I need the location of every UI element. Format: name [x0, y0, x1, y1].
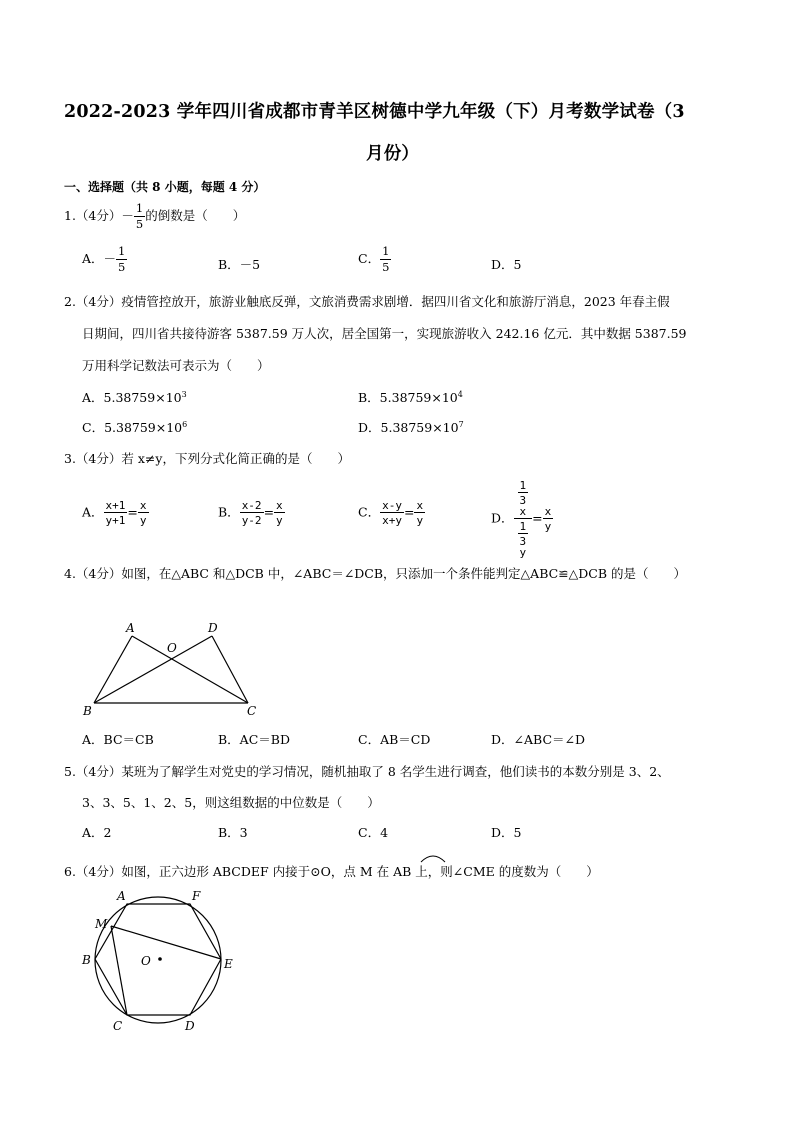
q6-label-d: D	[185, 1019, 195, 1033]
page-title-line1: 2022-2023 学年四川省成都市青羊区树德中学九年级（下）月考数学试卷（3	[64, 102, 685, 122]
question-5-line1: 5.（4分）某班为了解学生对党史的学习情况，随机抽取了 8 名学生进行调查，他们读书的本数分别是 3、2、	[64, 764, 670, 779]
question-3: 3.（4分）若 x≠y，下列分式化简正确的是（ ）	[64, 451, 350, 466]
q6-center-dot	[158, 957, 162, 961]
question-6: 6.（4分）如图，正六边形 ABCDEF 内接于⊙O，点 M 在 AB 上，则∠CME 的度数为（ ）	[64, 864, 599, 879]
q6-segment-me	[111, 926, 221, 959]
q1-suffix: 的倒数是（ ）	[145, 208, 246, 223]
q1-option-d[interactable]: D．5	[491, 257, 522, 272]
question-2-line2: 日期间，四川省共接待游客 5387.59 万人次，居全国第一，实现旅游收入 242.16 亿元．其中数据 5387.59	[82, 326, 687, 341]
q4-option-a[interactable]: A．BC＝CB	[82, 732, 154, 747]
question-2-line3: 万用科学记数法可表示为（ ）	[82, 358, 270, 373]
q3-option-d[interactable]: D． 1 3 x 1 3 y = $\frac{x}{y}$	[491, 479, 552, 559]
q6-hexagon	[95, 904, 221, 1015]
q1-fraction: － $\frac{1}{5}$	[121, 201, 144, 231]
q6-label-o: O	[141, 954, 151, 968]
q6-figure	[78, 888, 248, 1038]
q6-label-e: E	[224, 957, 233, 971]
question-1	[64, 203, 245, 230]
q6-circle-o	[95, 897, 221, 1023]
q6-label-b: B	[82, 953, 91, 967]
q6-label-c: C	[113, 1019, 123, 1033]
q1-prefix: 1.（4分）	[64, 208, 122, 223]
q4-label-o: O	[167, 641, 177, 655]
q4-label-d: D	[208, 621, 218, 635]
q5-option-b[interactable]: B．3	[218, 825, 248, 840]
q4-option-c[interactable]: C．AB＝CD	[358, 732, 431, 747]
q4-segment-ab	[94, 636, 132, 703]
question-5-line2: 3、3、5、1、2、5，则这组数据的中位数是（ ）	[82, 795, 380, 810]
page-title-line2: 月份）	[366, 144, 420, 164]
q1-option-a[interactable]: A．－ $\frac{1}{5}$	[82, 244, 126, 274]
q5-option-c[interactable]: C．4	[358, 825, 389, 840]
q1-option-b[interactable]: B．－5	[218, 257, 261, 272]
q4-segment-bd	[94, 636, 212, 703]
q6-label-m: M	[95, 917, 108, 931]
q5-option-d[interactable]: D．5	[491, 825, 522, 840]
q3-option-b[interactable]: B． $\frac{x-2}{y-2}$ = $\frac{x}{y}$	[218, 499, 283, 527]
q2-option-b[interactable]: B．$5.38759\times 10^4$	[358, 389, 463, 405]
q6-label-a: A	[117, 889, 126, 903]
section-header: 一、选择题（共 8 小题，每题 4 分）	[64, 180, 266, 194]
q1-option-c[interactable]: C． $\frac{1}{5}$	[358, 244, 390, 274]
question-2-line1: 2.（4分）疫情管控放开，旅游业触底反弹，文旅消费需求剧增．据四川省文化和旅游厅消息，2023 年春主假	[64, 294, 670, 309]
q5-option-a[interactable]: A．2	[82, 825, 112, 840]
q4-option-b[interactable]: B．AC＝BD	[218, 732, 290, 747]
q3-option-c[interactable]: C． $\frac{x-y}{x+y}$ = $\frac{x}{y}$	[358, 499, 424, 527]
q4-figure	[80, 618, 270, 720]
q2-option-d[interactable]: D．$5.38759\times 10^7$	[358, 419, 464, 435]
q4-label-b: B	[83, 704, 92, 718]
q2-option-c[interactable]: C．$5.38759\times 10^6$	[82, 419, 188, 435]
q2-option-a[interactable]: A．$5.38759\times 10^3$	[82, 389, 187, 405]
q3-option-a[interactable]: A． $\frac{x+1}{y+1}$ = $\frac{x}{y}$	[82, 499, 147, 527]
arc-mark-icon	[418, 850, 448, 864]
q4-option-d[interactable]: D．∠ABC＝∠D	[491, 732, 586, 747]
q4-label-a: A	[126, 621, 135, 635]
question-4: 4.（4分）如图，在△ABC 和△DCB 中，∠ABC＝∠DCB，只添加一个条件能判定△ABC≌△DCB 的是（ ）	[64, 566, 687, 581]
q6-label-f: F	[192, 889, 201, 903]
q4-label-c: C	[247, 704, 257, 718]
